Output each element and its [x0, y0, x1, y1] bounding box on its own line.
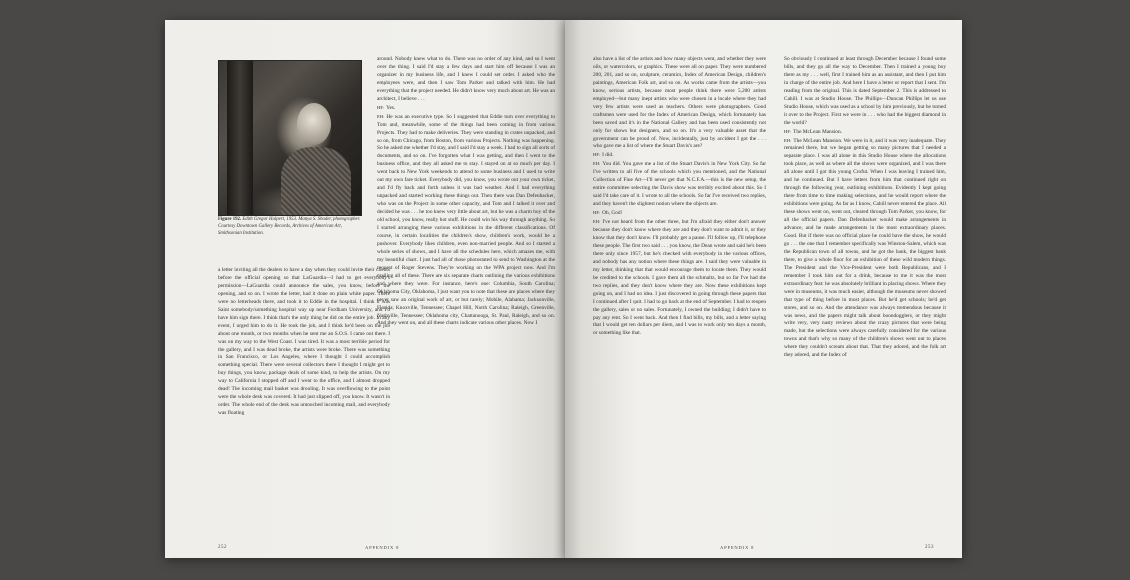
left-folio-number: 252 — [218, 545, 227, 550]
left-col2-hf — [377, 104, 555, 113]
portrait-photo — [218, 60, 362, 216]
right-col2-egh — [784, 137, 946, 361]
photo-figure-face — [297, 103, 331, 145]
photo-caption — [218, 217, 363, 237]
left-col1-text: a letter inviting all the dealers to have a day when they could invite their clients before the official opening so that LaGuardia—I had to get everybody's permission—LaGuardia could announce the sales, you know, before the opening, and so on. I wrote the letter, had it done on plain white paper. There were no letterheads there, and took it to Eddie in the hospital. I think it was Saint somebody/something hospital way up near Fordham University, and I'd have him sign there. I think that's the only thing he did on the entire job. In any event, I urged him to do it. He took the job, and I think he'd been on the job about one month, or two months when he sent me an S.O.S. I came out there. I was on my way to the West Coast. I was tired. It was a most terrible period for the gallery, and I was dead broke, the artists were broke. There was something in San Francisco, or Los Angeles, where I thought I could accomplish something special. There were several collectors there I thought I might get to buy things, you know, package deals of some kind, to help the artists. On my way to California I stopped off and I went to the office, and I almost dropped dead! The incoming mail basket was drooling. It was overflowing to the point were the whole desk was covered. It had just slipped off, you know. It wasn't in order. The whole end of the desk was untouched incoming mail, and everybody was floating — [218, 267, 390, 417]
left-column-1 — [218, 267, 390, 418]
right-col1-intro: also have a list of the artists and how many objects went, and whether they were oils, or watercolors, or graphics. These were all on paper. They were numbered 200, 201, and so on, sculpture, ceramics, Index of American Design, children's paintings, American Folk art, and so on. As works came from the artists—you know, serious artists, because most people think there were 5,200 artists employed—but many inept artists who were chosen in a locale where they had very few artists were used as teachers. Others were photographers. Good craftsmen were used for the Index of American Design, which fortunately has been saved and it's in the National Gallery and has been used consistently not only for shows but designers, and so on. It's a very valuable asset that the government can be proud of. Now, incidentally, just by accident I got the . . . who gave me a list of where the Stuart Davis's are? — [593, 56, 766, 150]
right-column-2 — [784, 56, 946, 360]
right-col1-hf1-text: I did. — [602, 152, 614, 159]
left-column-2 — [377, 56, 555, 328]
left-col2-egh — [377, 113, 555, 329]
speaker-hf: HF: — [593, 210, 601, 216]
right-col2-hf — [784, 128, 946, 137]
speaker-egh: EH: — [593, 161, 601, 167]
caption-label: Figure 192. — [218, 217, 242, 222]
right-col1-hf1 — [593, 151, 766, 160]
photo-tree-trunk — [227, 61, 253, 215]
left-col2-intro: around. Nobody knew what to do. There was no order of any kind, and so I went over the thing. I said I'd stay a few days and start him off because I was an organizer in my business life, and I knew I could set order. I asked who the employees were, and then I saw Tom Parker and talked with him. He had everything that the project needed. He didn't know very much about art. He was an architect, I believe . . . — [377, 56, 555, 102]
right-col1-egh1-text: You did. You gave me a list of the Stuart Davis's in New York City. So far I've written to all five of the schools which you mentioned, and the National Collection of Fine Art—I'll never get that N.C.F.A.—this is the new setup, the entire committee selecting the Davis show was terribly excited about this. So I said I'd take care of it. I wrote to all the schools. So far I've received two replies, and they haven't the slightest notion where the objects are. — [593, 161, 766, 208]
speaker-hf: HF: — [784, 128, 792, 134]
right-page — [565, 20, 962, 558]
left-running-footer: APPENDIX 8 — [365, 545, 400, 550]
right-col1-hf2-text: Oh, God! — [602, 210, 623, 217]
right-col1-egh2-text: I've not heard from the other three, but I'm afraid they either don't answer because they don't know where they are and they don't want to admit it, or they know that they don't know. I'll probably get a pause. I'll follow up, I'll telephone these people. The first two said . . . you know, the Dean wrote and said he's been there only since 1957, but he's checked with everybody in the various offices, and nobody has any notion where these things are. I said they were valuable in my letter, thinking that that would encourage them to locate them. They would be credited to the schools. I gave them all the schmaltz, but so far I've had the two replies, and they don't know where they are. Now these exhibitions kept going on, and I had no idea. I just discovered in going through these papers that I continued after I quit. I had to go back at the end of September. I had to reopen the gallery, sales or no sales. Fortunately, I owned the building; I didn't have to pay any rent. So I went back. And then I find bills, my bills, and a letter saying that I would get ten dollars per diem, and I was to work only ten days a month, or something like that. — [593, 219, 766, 337]
caption-text: Edith Gregor Halpert, 1953. Manya S. Shoder, photographer. Courtesy Downtown Gallery Records, Archives of American Art, Smithsonian Institution. — [218, 217, 361, 236]
right-folio-number: 253 — [925, 545, 934, 550]
speaker-hf: HF: — [377, 104, 385, 110]
speaker-egh: EH: — [377, 113, 385, 119]
right-col1-egh1 — [593, 160, 766, 209]
left-col2-hf-text: Yes. — [386, 104, 396, 111]
speaker-egh: EH: — [593, 219, 601, 225]
right-column-1 — [593, 56, 766, 338]
photo-figure-body — [281, 147, 351, 215]
right-col2-egh-text: The McLean Mansion. We were in it, and it was very inadequate. They remained there, but we began getting so many pictures that I needed a separate place. I was all alone in this Studio House where the allocations took place, as well as where all the shows were organized, and I was there all alone until I got this young Crofut. When I was leaving I trained him, and he continued. But I have letters from him that continued right on through the following year, outlining exhibitions. Evidently I kept going there from time to time making selections, and he would report where the exhibitions were going. As far as I know, Cahill never entered the place. All these shows went on, went out, cleared through Tom Parker, you know, for all the official papers. Dan Defenbacker would make arrangements in advance, and he made arrangements in the most extraordinary places. Good. But if there was no official place he could have the show, he would go . . . the one that I remember specifically was Winston-Salem, which was the Republican town of all towns, and he got the bank, the biggest bank there, to give a whole floor for an exhibition of these wild modern things. The President and the Vice-President were both Republicans, and I remember I took him out for a drink, because to me it was the most extraordinary feat: he was absolutely brilliant in placing shows. Where they were in museums, it was much easier, although the museums never showed that type of thing before in most places. But he'd get schools; he'd get stores, and so on. And the attendance was always tremendous because it was news, and the papers might talk about boondogglers, or they might write very, very nasty reviews about the crazy pictures that were being made, but the selections were always carefully considered for the various towns and that's why so many of the children's shows went out to places where they couldn't scream about that. That they adored, and the folk art they adored, and the Index of — [784, 137, 946, 359]
speaker-hf: HF: — [593, 152, 601, 158]
right-col1-egh2 — [593, 218, 766, 338]
right-col2-hf-text: The McLean Mansion. — [793, 128, 842, 135]
right-running-footer: APPENDIX 8 — [720, 545, 755, 550]
right-col2-intro: So obviously I continued at least through December because I found some bills, and they go all the way to December. Then I trained a young boy there as my . . . well, first I trained him as an assistant, and then I put him in charge of the entire job. And here I have a letter or report that I sent. I'm reading from the original. This is dated September 2. This is addressed to Cahill. I was at Studio House. The Phillips—Duncan Phillips let us use Studio House, which was used as a school by him previously, but he turned it over to the Project. First we were in . . . who had the biggest diamond in the world? — [784, 56, 946, 126]
left-page — [165, 20, 565, 558]
left-col2-egh-text: He was an executive type. So I suggested that Eddie turn over everything to Tom and, meanwhile, some of the things had been coming in from various Projects. They had to make deliveries. They were standing in crates unpacked, and so on, from Chicago, from Boston, from various Projects. Nothing was happening. So he asked me whether I'd stay, and I said I'd stay a week. I had to sign all sorts of documents, and so on. I've forgotten what I was getting, and then I went to the business office, and they all asked me to stay. I stayed on at so much per day. I went back to New York weekends to attend to some business and I used to write out my own fare ticket. Everybody did, you know, you wrote out your own ticket, and I'd fly back and forth unless it was bad weather. And I had everything unpacked and started working these things out. Then there was Dan Defenbacker, who was on the Project in some other capacity, and Tom and I talked it over and decided he was . . . he too knew very little about art, but he was a charm boy of the old school, you know, really hot stuff. He could win his way through anything. So I started arranging these various exhibitions in the different classifications. Of course, in certain localities the children's show, children's work, would be a pushover. Everybody likes children, even non-married people. And so I started a whole series of shows, and I have all the schedules here, which amazes me, with my beautiful chart. I just had all of those photostated to send to Washington at the request of Roger Stevens. They're working on the WPA project now. And I'm mailing all of these. There are six separate charts outlining the various exhibitions and where they were. For instance, here's one: Columbia, South Carolina; Oklahoma City, Oklahoma, I just want you to note that these are places where they never saw an original work of art, or but rarely; Mobile, Alabama; Jacksonville, Florida; Knoxville, Tennessee; Chapel Hill, North Carolina; Raleigh, Greenville, Nashville, Tennessee; Oklahoma city, Chattanooga, St. Paul, Raleigh, and so on. And they went on, and all these charts indicate various other places. Now I — [377, 113, 555, 327]
right-col1-hf2 — [593, 209, 766, 218]
speaker-egh: EH: — [784, 137, 792, 143]
